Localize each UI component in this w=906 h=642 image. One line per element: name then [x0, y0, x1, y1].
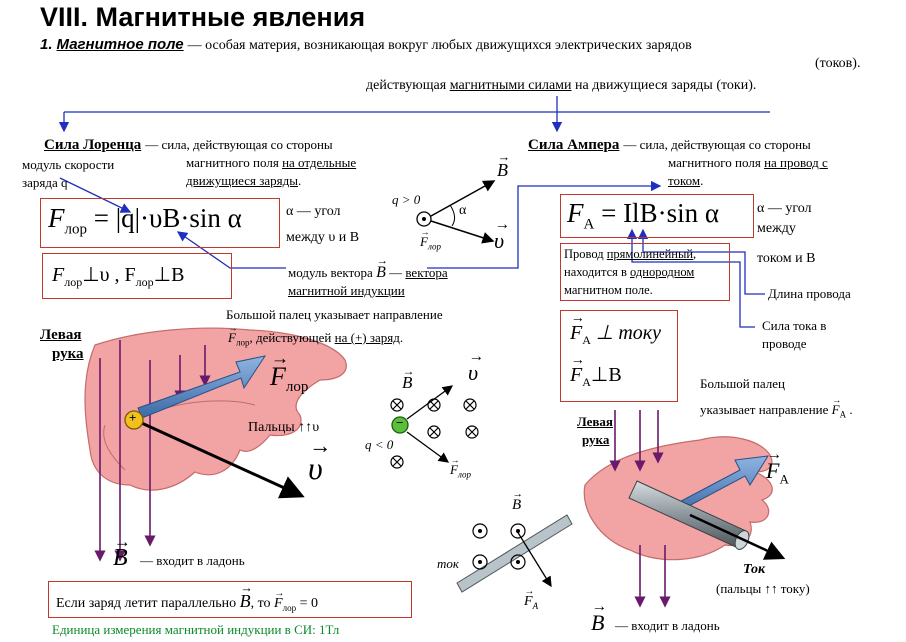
ampere-left-hand-2: рука: [582, 432, 610, 447]
ampere-heading: Сила Ампера — сила, действующая со стороны: [528, 137, 811, 153]
q-positive-label: q > 0: [392, 192, 421, 207]
minus-sign: −: [396, 415, 404, 430]
lorentz-alpha-1: α — угол: [286, 204, 341, 219]
vector-b-note-1: модуль вектора → B — вектора: [288, 264, 448, 282]
left-hand-label-1: Левая: [40, 327, 82, 343]
tok-sub-label: (пальцы ↑↑ току): [716, 581, 810, 596]
ampere-thumb-1: Большой палец: [700, 376, 785, 391]
wire-note-3: магнитном поле.: [564, 283, 653, 297]
ampere-def-2: магнитного поля на провод с: [668, 155, 828, 170]
lorentz-alpha-2: между υ и B: [286, 230, 360, 245]
fingers-label: Пальцы ↑↑υ: [248, 420, 320, 435]
parallel-note: Если заряд летит параллельно → B, то → $F_{лор} = 0$: [56, 591, 318, 613]
v-cross-label: → υ: [468, 360, 478, 386]
fa-small-label: → $F_A$: [524, 594, 538, 611]
ampere-formula: $F_A = IlB\cdot\sin$ α: [567, 198, 719, 233]
lorentz-formula: $F_{лор} = |q|\cdot\upsilon B\cdot\sin$ α: [48, 203, 242, 238]
si-unit-note: Единица измерения магнитной индукции в СИ: 1Тл: [52, 622, 340, 637]
lorentz-thumb-1: Большой палец указывает направление: [226, 307, 443, 322]
b-big-label-left: → B: [113, 545, 128, 572]
term-magnetic-field: Магнитное поле: [56, 36, 184, 53]
ampere-wire-sketch: [457, 515, 572, 592]
ampere-left-hand-1: Левая: [577, 414, 613, 429]
q-negative-label: q < 0: [365, 437, 394, 452]
v-vector-label: → υ: [494, 228, 504, 254]
b-vector-label: → B: [497, 160, 508, 181]
lorentz-thumb-2: → $F_{лор}$, действующей на (+) заряд.: [228, 330, 403, 348]
ampere-alpha-1: α — угол: [757, 201, 812, 216]
lorentz-def-3: движущиеся заряды.: [186, 173, 302, 188]
fa-big-label: → $F_A$: [766, 458, 789, 487]
plus-sign: +: [129, 410, 137, 425]
wire-note-1: Провод прямолинейный,: [564, 247, 697, 261]
lorentz-perp: $F_{лор}\perp\upsilon$ , $F_{лор}\perp B$: [52, 264, 185, 289]
section-1-line3: действующая магнитными силами на движущиеся заряды (токи).: [366, 78, 757, 93]
tok-label: Ток: [743, 562, 766, 577]
b-big-label-right: → B: [591, 610, 604, 636]
current-label-2: проводе: [762, 336, 807, 351]
current-label-1: Сила тока в: [762, 318, 827, 333]
v-big-label: → υ: [308, 450, 323, 487]
ampere-def-3: током.: [668, 173, 704, 188]
f-lor-small-label: → $F_{лор}$: [420, 234, 441, 252]
ampere-thumb-2: указывает направление → $F_A$ .: [700, 402, 853, 420]
ampere-alpha-3: током и B: [757, 251, 816, 266]
alpha-label: α: [459, 203, 467, 218]
b-wire-sketch-label: → B: [512, 497, 521, 514]
section-1-line2: (токов).: [815, 56, 861, 71]
wire-length-label: Длина провода: [768, 286, 851, 301]
b-enters-palm-left: — входит в ладонь: [140, 553, 245, 568]
vector-b-note-2: магнитной индукции: [288, 283, 405, 298]
left-hand-label-2: рука: [52, 346, 84, 362]
f-lor-cross-label: → $F_{лор}$: [450, 462, 471, 480]
speed-note-2: заряда q: [22, 175, 68, 190]
b-cross-label: → B: [402, 373, 412, 393]
section-1-heading: 1. Магнитное поле — особая материя, возникающая вокруг любых движущихся электрических зарядов: [40, 36, 692, 53]
lorentz-def-2: магнитного поля на отдельные: [186, 155, 357, 170]
b-enters-palm-right: — входит в ладонь: [615, 618, 720, 633]
lorentz-heading: Сила Лоренца — сила, действующая со стороны: [44, 137, 333, 153]
f-lor-big-label: → $F_{лор}$: [270, 362, 308, 396]
tok-small-label: ток: [437, 556, 459, 571]
ampere-perp-2: → $F_A\perp B$: [570, 362, 622, 390]
speed-note-1: модуль скорости: [22, 157, 115, 172]
page-title: VIII. Магнитные явления: [40, 2, 366, 32]
ampere-perp-1: → $F_A$ ⊥ току: [570, 320, 661, 348]
wire-note-2: находится в однородном: [564, 265, 695, 279]
ampere-alpha-2: между: [757, 221, 796, 236]
